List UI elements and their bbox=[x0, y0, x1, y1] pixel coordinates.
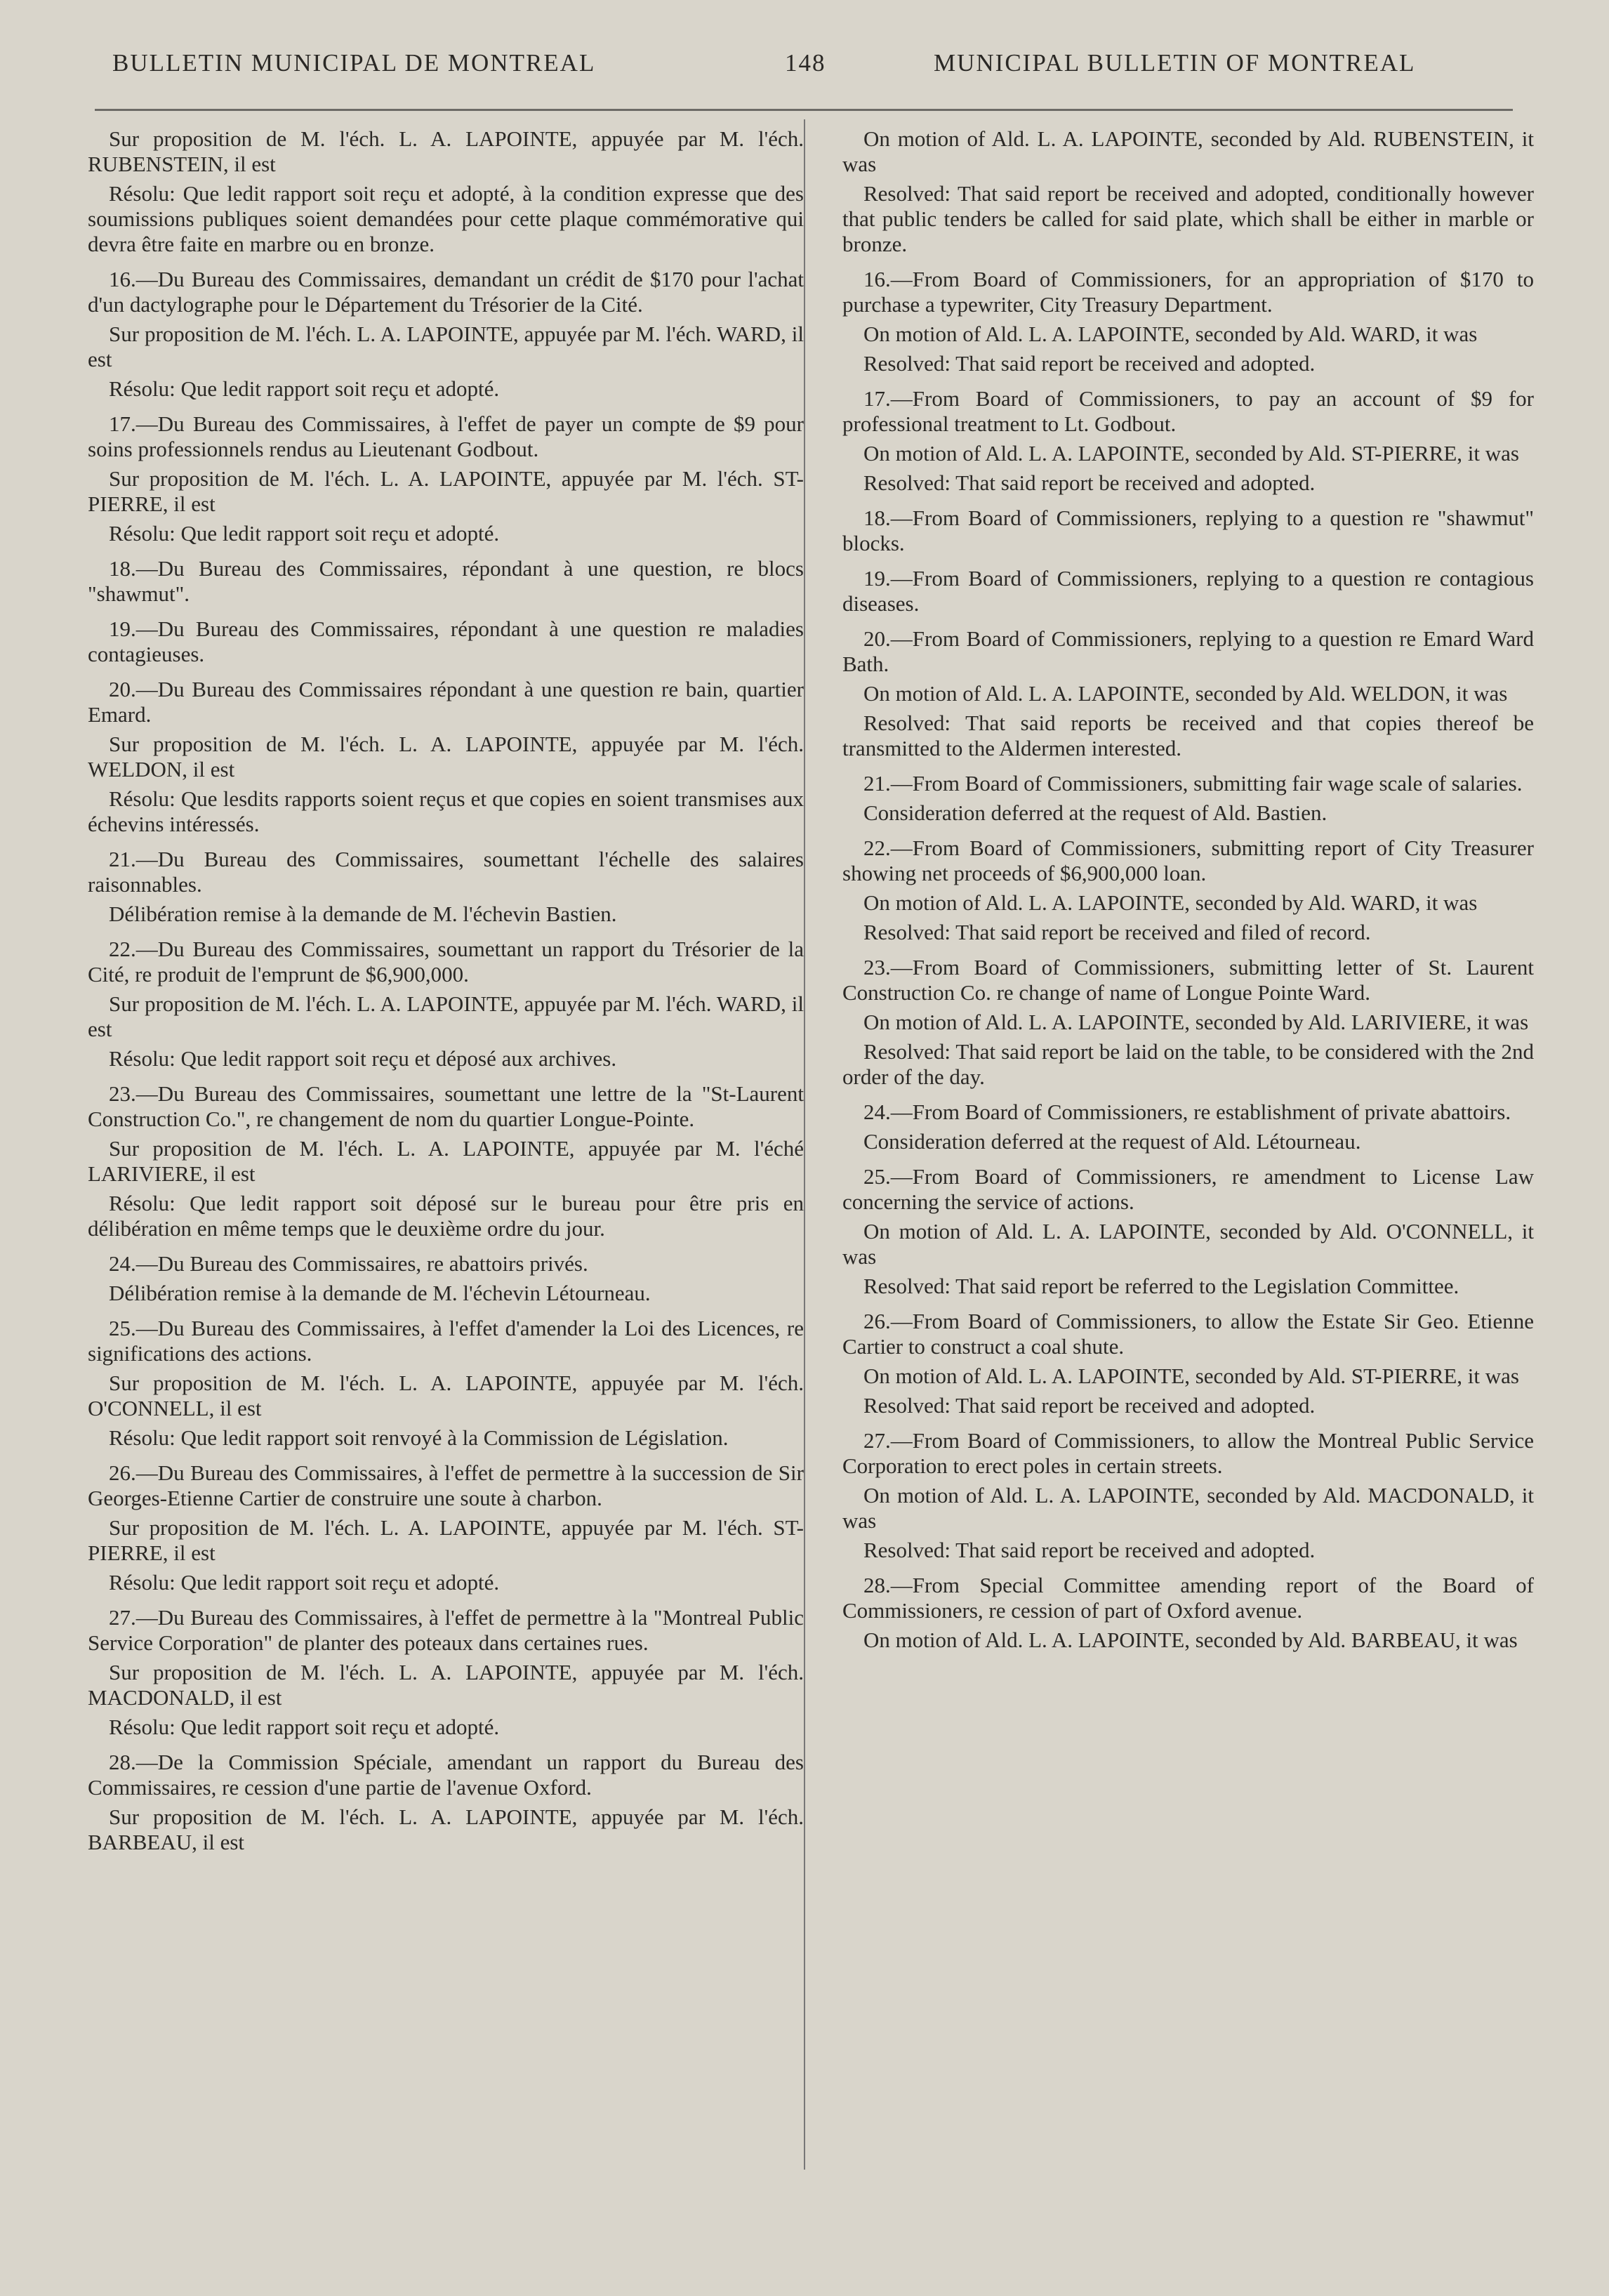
french-resolution: Résolu: Que ledit rapport soit reçu et adopté. bbox=[109, 376, 500, 401]
french-heading: 28.—De la Commission Spéciale, amendant un rapport du Bureau des Commissaires, re cession d'une partie de l'avenue Oxford. bbox=[88, 1750, 804, 1800]
english-motion: On motion of Ald. L. A. LAPOINTE, seconded by Ald. WARD, it was bbox=[863, 890, 1478, 915]
french-item bbox=[88, 847, 804, 927]
english-motion: On motion of Ald. L. A. LAPOINTE, seconded by Ald. ST-PIERRE, it was bbox=[863, 1364, 1519, 1388]
english-heading: 25.—From Board of Commissioners, re amendment to License Law concerning the service of actions. bbox=[842, 1164, 1534, 1214]
french-item bbox=[88, 411, 804, 546]
french-motion: Sur proposition de M. l'éch. L. A. LAPOINTE, appuyée par M. l'éch. ST-PIERRE, il est bbox=[88, 466, 804, 516]
english-heading: 21.—From Board of Commissioners, submitting fair wage scale of salaries. bbox=[863, 771, 1523, 796]
english-heading: 18.—From Board of Commissioners, replying to a question re "shawmut" blocks. bbox=[842, 506, 1534, 555]
english-item bbox=[842, 506, 1534, 556]
english-heading: 27.—From Board of Commissioners, to allow the Montreal Public Service Corporation to erect poles in certain streets. bbox=[842, 1428, 1534, 1478]
english-item bbox=[842, 1309, 1534, 1418]
english-resolution: Resolved: That said report be received and adopted. bbox=[863, 1393, 1316, 1418]
french-resolution: Délibération remise à la demande de M. l'échevin Létourneau. bbox=[109, 1281, 651, 1305]
header-divider bbox=[95, 109, 1513, 111]
english-motion: On motion of Ald. L. A. LAPOINTE, seconded by Ald. MACDONALD, it was bbox=[842, 1483, 1534, 1533]
english-resolution: Resolved: That said report be received and adopted. bbox=[863, 470, 1316, 495]
french-resolution: Résolu: Que lesdits rapports soient reçus et que copies en soient transmises aux échevins intéressés. bbox=[88, 786, 804, 836]
english-resolution: Resolved: That said report be received and filed of record. bbox=[863, 920, 1371, 944]
english-item bbox=[842, 771, 1534, 826]
french-heading: 16.—Du Bureau des Commissaires, demandant un crédit de $170 pour l'achat d'un dactylographe pour le Département du Trésorier de la Cité. bbox=[88, 267, 804, 317]
english-resolution: Resolved: That said report be laid on the table, to be considered with the 2nd order of the day. bbox=[842, 1039, 1534, 1089]
english-resolution: Resolved: That said reports be received and that copies thereof be transmitted to the Aldermen interested. bbox=[842, 711, 1534, 760]
header-title-french: BULLETIN MUNICIPAL DE MONTREAL bbox=[112, 49, 596, 77]
french-item bbox=[88, 556, 804, 607]
english-resolution: Resolved: That said report be referred to the Legislation Committee. bbox=[863, 1274, 1459, 1298]
english-motion: On motion of Ald. L. A. LAPOINTE, seconded by Ald. ST-PIERRE, it was bbox=[863, 441, 1519, 466]
english-motion: On motion of Ald. L. A. LAPOINTE, seconded by Ald. RUBENSTEIN, it was bbox=[842, 126, 1534, 176]
french-resolution: Résolu: Que ledit rapport soit renvoyé à la Commission de Législation. bbox=[109, 1425, 729, 1450]
column-divider bbox=[804, 119, 805, 2170]
english-item bbox=[842, 126, 1534, 257]
english-item bbox=[842, 836, 1534, 945]
english-resolution: Consideration deferred at the request of Ald. Bastien. bbox=[863, 800, 1327, 825]
english-heading: 24.—From Board of Commissioners, re establishment of private abattoirs. bbox=[863, 1100, 1511, 1124]
french-motion: Sur proposition de M. l'éch. L. A. LAPOINTE, appuyée par M. l'éch. WELDON, il est bbox=[88, 732, 804, 781]
french-item bbox=[88, 1460, 804, 1595]
french-motion: Sur proposition de M. l'éch. L. A. LAPOINTE, appuyée par M. l'éch. BARBEAU, il est bbox=[88, 1805, 804, 1854]
french-item bbox=[88, 1251, 804, 1306]
french-heading: 21.—Du Bureau des Commissaires, soumettant l'échelle des salaires raisonnables. bbox=[88, 847, 804, 897]
french-heading: 20.—Du Bureau des Commissaires répondant à une question re bain, quartier Emard. bbox=[88, 677, 804, 727]
english-item bbox=[842, 626, 1534, 761]
french-resolution: Résolu: Que ledit rapport soit reçu et déposé aux archives. bbox=[109, 1046, 617, 1071]
english-item bbox=[842, 1164, 1534, 1299]
french-item bbox=[88, 1605, 804, 1740]
french-motion: Sur proposition de M. l'éch. L. A. LAPOINTE, appuyée par M. l'éch. O'CONNELL, il est bbox=[88, 1371, 804, 1420]
english-heading: 20.—From Board of Commissioners, replying to a question re Emard Ward Bath. bbox=[842, 626, 1534, 676]
english-motion: On motion of Ald. L. A. LAPOINTE, seconded by Ald. O'CONNELL, it was bbox=[842, 1219, 1534, 1269]
english-item bbox=[842, 267, 1534, 376]
french-motion: Sur proposition de M. l'éch. L. A. LAPOINTE, appuyée par M. l'éch. RUBENSTEIN, il est bbox=[88, 126, 804, 176]
english-resolution: Resolved: That said report be received and adopted. bbox=[863, 351, 1316, 376]
page-number: 148 bbox=[785, 49, 826, 77]
english-heading: 22.—From Board of Commissioners, submitting report of City Treasurer showing net proceeds of $6,900,000 loan. bbox=[842, 836, 1534, 885]
french-resolution: Résolu: Que ledit rapport soit reçu et adopté. bbox=[109, 521, 500, 546]
french-resolution: Résolu: Que ledit rapport soit reçu et adopté, à la condition expresse que des soumissions publiques soient demandées pour cette plaque commémorative qui devra être faite en marbre ou en bronze. bbox=[88, 181, 804, 256]
english-column bbox=[842, 126, 1534, 1663]
english-item bbox=[842, 955, 1534, 1090]
french-item bbox=[88, 677, 804, 837]
english-resolution: Resolved: That said report be received and adopted. bbox=[863, 1538, 1316, 1562]
french-motion: Sur proposition de M. l'éch. L. A. LAPOINTE, appuyée par M. l'éch. WARD, il est bbox=[88, 991, 804, 1041]
french-motion: Sur proposition de M. l'éch. L. A. LAPOINTE, appuyée par M. l'éch. ST-PIERRE, il est bbox=[88, 1515, 804, 1565]
french-item bbox=[88, 267, 804, 402]
french-item bbox=[88, 1750, 804, 1855]
french-heading: 26.—Du Bureau des Commissaires, à l'effet de permettre à la succession de Sir Georges-Etienne Cartier de construire une soute à charbon. bbox=[88, 1460, 804, 1510]
english-heading: 16.—From Board of Commissioners, for an appropriation of $170 to purchase a typewriter, City Treasury Department. bbox=[842, 267, 1534, 317]
french-heading: 23.—Du Bureau des Commissaires, soumettant une lettre de la "St-Laurent Construction Co.", re changement de nom du quartier Longue-Pointe. bbox=[88, 1081, 804, 1131]
english-motion: On motion of Ald. L. A. LAPOINTE, seconded by Ald. WELDON, it was bbox=[863, 681, 1508, 706]
english-heading: 23.—From Board of Commissioners, submitting letter of St. Laurent Construction Co. re change of name of Longue Pointe Ward. bbox=[842, 955, 1534, 1005]
english-heading: 17.—From Board of Commissioners, to pay an account of $9 for professional treatment to Lt. Godbout. bbox=[842, 386, 1534, 436]
french-heading: 17.—Du Bureau des Commissaires, à l'effet de payer un compte de $9 pour soins professionnels rendus au Lieutenant Godbout. bbox=[88, 411, 804, 461]
french-heading: 24.—Du Bureau des Commissaires, re abattoirs privés. bbox=[109, 1251, 588, 1276]
french-heading: 18.—Du Bureau des Commissaires, répondant à une question, re blocs "shawmut". bbox=[88, 556, 804, 606]
header-title-english: MUNICIPAL BULLETIN OF MONTREAL bbox=[934, 49, 1416, 77]
english-resolution: Resolved: That said report be received and adopted, conditionally however that public tenders be called for said plate, which shall be either in marble or bronze. bbox=[842, 181, 1534, 256]
english-resolution: Consideration deferred at the request of Ald. Létourneau. bbox=[863, 1129, 1361, 1154]
french-item bbox=[88, 1081, 804, 1241]
english-heading: 28.—From Special Committee amending report of the Board of Commissioners, re cession of part of Oxford avenue. bbox=[842, 1573, 1534, 1623]
french-heading: 22.—Du Bureau des Commissaires, soumettant un rapport du Trésorier de la Cité, re produit de l'emprunt de $6,900,000. bbox=[88, 937, 804, 987]
english-item bbox=[842, 1428, 1534, 1563]
french-resolution: Résolu: Que ledit rapport soit déposé sur le bureau pour être pris en délibération en même temps que le deuxième ordre du jour. bbox=[88, 1191, 804, 1241]
french-motion: Sur proposition de M. l'éch. L. A. LAPOINTE, appuyée par M. l'éch. WARD, il est bbox=[88, 322, 804, 371]
french-column bbox=[88, 126, 804, 1865]
english-item bbox=[842, 566, 1534, 616]
english-item bbox=[842, 1573, 1534, 1653]
page-header bbox=[0, 42, 1609, 84]
french-heading: 19.—Du Bureau des Commissaires, répondant à une question re maladies contagieuses. bbox=[88, 616, 804, 666]
french-motion: Sur proposition de M. l'éch. L. A. LAPOINTE, appuyée par M. l'éché LARIVIERE, il est bbox=[88, 1136, 804, 1186]
french-motion: Sur proposition de M. l'éch. L. A. LAPOINTE, appuyée par M. l'éch. MACDONALD, il est bbox=[88, 1660, 804, 1710]
english-heading: 19.—From Board of Commissioners, replying to a question re contagious diseases. bbox=[842, 566, 1534, 616]
english-motion: On motion of Ald. L. A. LAPOINTE, seconded by Ald. LARIVIERE, it was bbox=[863, 1010, 1529, 1034]
french-heading: 25.—Du Bureau des Commissaires, à l'effet d'amender la Loi des Licences, re significations des actions. bbox=[88, 1316, 804, 1366]
french-resolution: Délibération remise à la demande de M. l'échevin Bastien. bbox=[109, 902, 617, 926]
french-item bbox=[88, 616, 804, 667]
french-item bbox=[88, 126, 804, 257]
french-heading: 27.—Du Bureau des Commissaires, à l'effet de permettre à la "Montreal Public Service Corporation" de planter des poteaux dans certaines rues. bbox=[88, 1605, 804, 1655]
english-heading: 26.—From Board of Commissioners, to allow the Estate Sir Geo. Etienne Cartier to construct a coal shute. bbox=[842, 1309, 1534, 1359]
french-item bbox=[88, 937, 804, 1071]
english-item bbox=[842, 1100, 1534, 1154]
english-motion: On motion of Ald. L. A. LAPOINTE, seconded by Ald. WARD, it was bbox=[863, 322, 1478, 346]
english-motion: On motion of Ald. L. A. LAPOINTE, seconded by Ald. BARBEAU, it was bbox=[863, 1628, 1518, 1652]
french-resolution: Résolu: Que ledit rapport soit reçu et adopté. bbox=[109, 1570, 500, 1595]
english-item bbox=[842, 386, 1534, 496]
french-item bbox=[88, 1316, 804, 1451]
french-resolution: Résolu: Que ledit rapport soit reçu et adopté. bbox=[109, 1715, 500, 1739]
